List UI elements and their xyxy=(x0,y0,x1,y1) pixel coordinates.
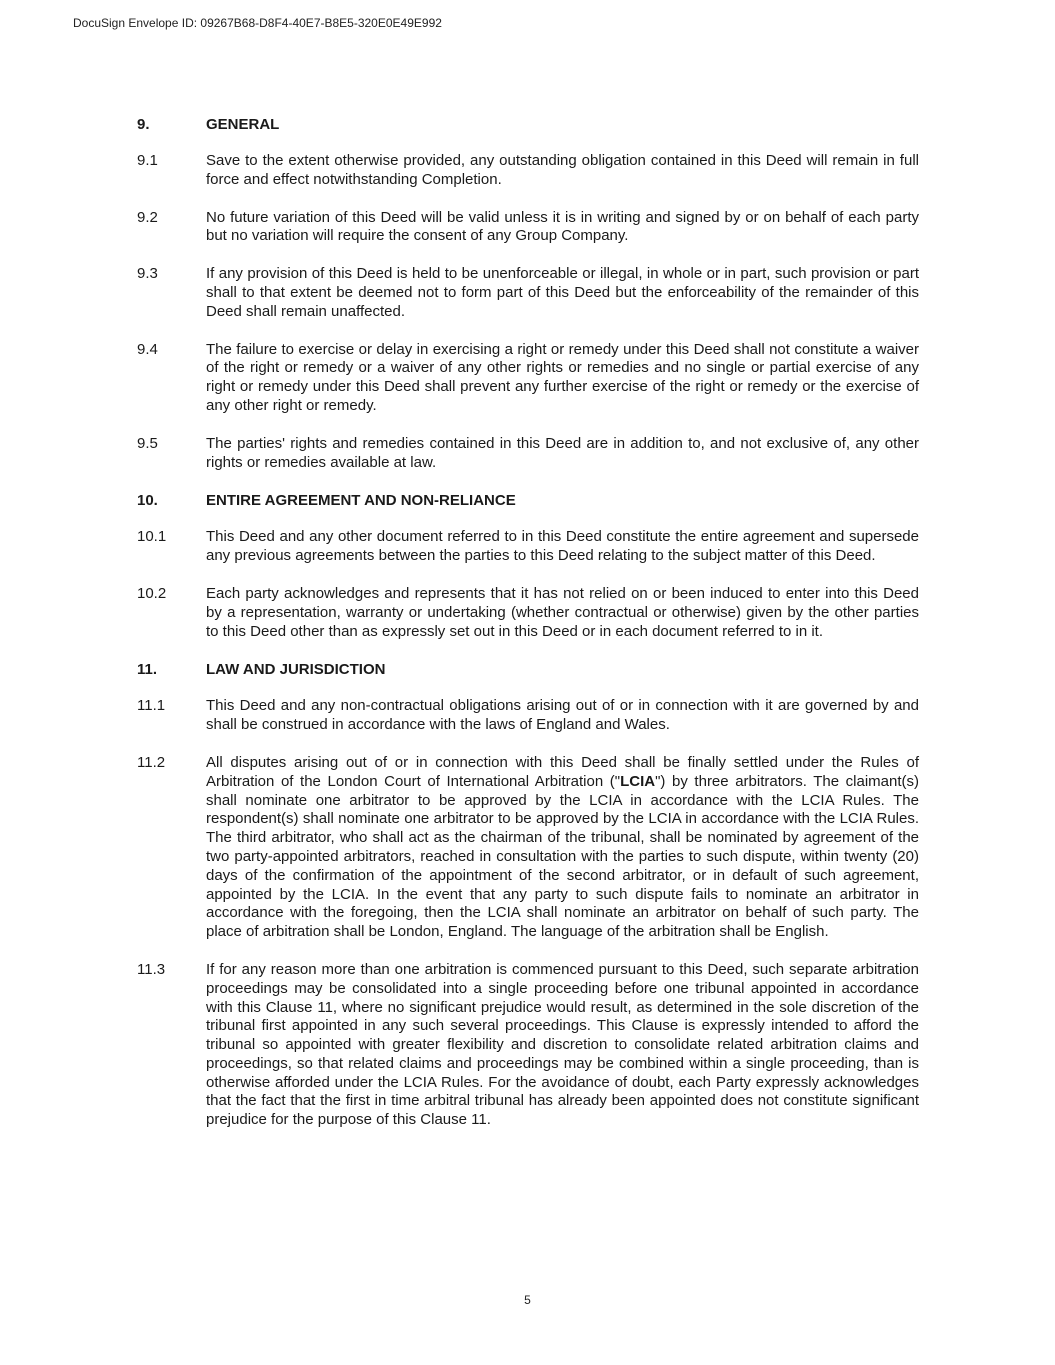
clause-text: Each party acknowledges and represents that it has not relied on or been induced to enter into this Deed by a representation, warranty or undertaking (whether contractual or otherwise) given by the other parties to this Deed other than as expressly set out in this Deed or in each document referred to in it. xyxy=(206,584,919,640)
section-title: GENERAL xyxy=(206,116,280,133)
clause-10-1 xyxy=(137,528,919,566)
clause-9-1 xyxy=(137,152,919,190)
clause-11-2 xyxy=(137,754,919,942)
clause-number: 9.5 xyxy=(137,434,158,452)
clause-text-before: All disputes arising out of or in connection with this Deed shall be finally settled under the Rules of Arbitration of the London Court of International Arbitration (" xyxy=(206,753,919,790)
clause-text: The failure to exercise or delay in exercising a right or remedy under this Deed shall not constitute a waiver of the right or remedy or a waiver of any other rights or remedies and no single or partial exercise of any right or remedy under this Deed shall prevent any further exercise of the right or remedy or the exercise of any other right or remedy. xyxy=(206,340,919,414)
section-title: ENTIRE AGREEMENT AND NON-RELIANCE xyxy=(206,492,516,510)
section-heading-law-and-jurisdiction xyxy=(137,660,919,679)
clause-9-5 xyxy=(137,435,919,473)
clause-text-after: ") by three arbitrators. The claimant(s) shall nominate one arbitrator to be approved by the LCIA in accordance with the LCIA Rules. The respondent(s) shall nominate one arbitrator to be approved by the LCIA in accordance with the LCIA Rules. The third arbitrator, who shall act as the chairman of the tribunal, shall be nominated by agreement of the two party-appointed arbitrators, reached in consultation with the parties to such dispute, within twenty (20) days of the confirmation of the appointment of the second arbitrator, or in default of such agreement, appointed by the LCIA. In the event that any party to such dispute fails to nominate an arbitrator in accordance with the foregoing, then the LCIA shall nominate an arbitrator on behalf of such party. The place of arbitration shall be London, England. The language of the arbitration shall be English. xyxy=(206,772,919,941)
defined-term-lcia: LCIA xyxy=(620,772,656,790)
clause-number: 9.3 xyxy=(137,265,158,283)
clause-number: 10.2 xyxy=(137,584,167,602)
clause-11-1 xyxy=(137,697,919,735)
document-body xyxy=(137,115,919,1149)
clause-9-4 xyxy=(137,341,919,416)
clause-number: 10.1 xyxy=(137,528,167,546)
section-number: 10. xyxy=(137,492,158,510)
clause-number: 9.2 xyxy=(137,208,158,226)
page-number: 5 xyxy=(524,1293,531,1307)
clause-10-2 xyxy=(137,585,919,641)
section-number: 11. xyxy=(137,661,158,679)
clause-number: 11.1 xyxy=(137,697,166,715)
clause-number: 11.3 xyxy=(137,960,166,978)
clause-text: No future variation of this Deed will be valid unless it is in writing and signed by or on behalf of each party but no variation will require the consent of any Group Company. xyxy=(206,208,919,245)
section-number: 9. xyxy=(137,116,150,133)
section-title: LAW AND JURISDICTION xyxy=(206,661,386,679)
clause-text: If any provision of this Deed is held to be unenforceable or illegal, in whole or in part, such provision or part shall to that extent be deemed not to form part of this Deed but the enforceability of the remainder of this Deed shall remain unaffected. xyxy=(206,265,919,320)
clause-text: This Deed and any other document referred to in this Deed constitute the entire agreement and supersede any previous agreements between the parties to this Deed relating to the subject matter of this Deed. xyxy=(206,528,919,565)
clause-number: 11.2 xyxy=(137,753,166,771)
section-heading-entire-agreement xyxy=(137,491,919,510)
clause-text xyxy=(206,754,919,942)
clause-9-2 xyxy=(137,209,919,247)
clause-number: 9.4 xyxy=(137,340,158,358)
clause-text: Save to the extent otherwise provided, any outstanding obligation contained in this Deed will remain in full force and effect notwithstanding Completion. xyxy=(206,152,919,188)
clause-text: If for any reason more than one arbitration is commenced pursuant to this Deed, such separate arbitration proceedings may be consolidated into a single proceeding before one tribunal appointed in accordance with this Clause 11, where no significant prejudice would result, as determined in the sole discretion of the tribunal first appointed in any such several proceedings. This Clause is expressly intended to afford the tribunal so appointed with greater flexibility and discretion to consolidate related arbitration claims and proceedings, so that related claims and proceedings may be combined within a single proceeding, than is otherwise afforded under the LCIA Rules. For the avoidance of doubt, each Party expressly acknowledges that the fact that the first in time arbitral tribunal has already been appointed does not constitute significant prejudice for the purpose of this Clause 11. xyxy=(206,960,919,1129)
clause-text: The parties' rights and remedies contained in this Deed are in addition to, and not exclusive of, any other rights or remedies available at law. xyxy=(206,434,919,471)
section-heading-general xyxy=(137,115,919,134)
docusign-envelope-id: DocuSign Envelope ID: 09267B68-D8F4-40E7-B8E5-320E0E49E992 xyxy=(73,16,442,30)
clause-text: This Deed and any non-contractual obligations arising out of or in connection with it are governed by and shall be construed in accordance with the laws of England and Wales. xyxy=(206,697,919,734)
clause-9-3 xyxy=(137,265,919,321)
clause-11-3 xyxy=(137,961,919,1130)
clause-number: 9.1 xyxy=(137,152,158,169)
